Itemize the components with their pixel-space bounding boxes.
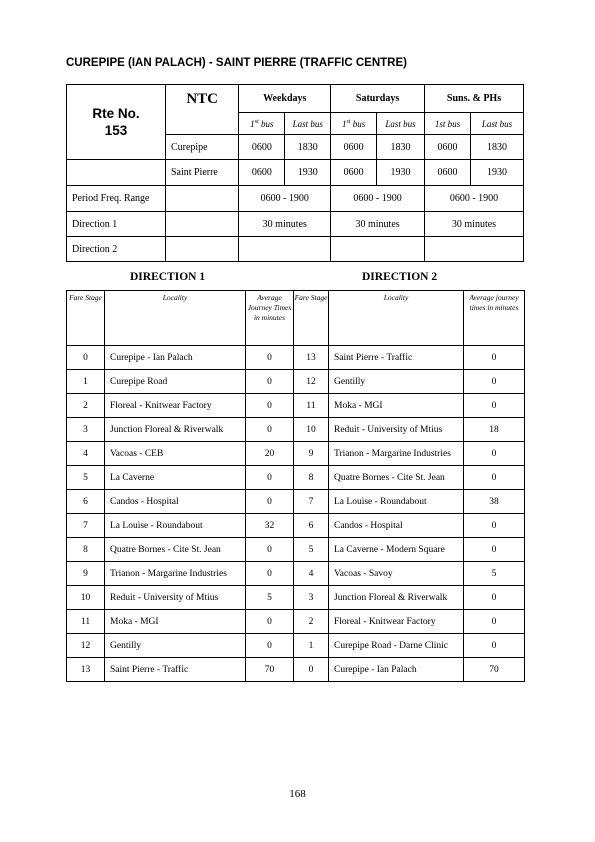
period-label: Period Freq. Range [67,186,166,212]
fare-stage-cell: 12 [294,370,329,394]
time-cell: 1930 [470,160,523,186]
time-cell: 1930 [377,160,425,186]
fare-stage-cell: 0 [67,346,105,370]
journey-time-cell: 0 [464,538,525,562]
fare-stage-cell: 5 [294,538,329,562]
table-row [67,442,525,466]
locality-cell: Quatre Bornes - Cite St. Jean [329,466,464,490]
locality-cell: Vacoas - CEB [105,442,246,466]
last-bus-header: Last bus [377,113,425,135]
route-summary-table [66,84,524,262]
frequency-value: 30 minutes [239,212,331,237]
fare-stage-cell: 9 [67,562,105,586]
locality-cell: Junction Floreal & Riverwalk [329,586,464,610]
direction2-label: Direction 2 [67,237,166,262]
time-cell: 0600 [239,160,285,186]
locality-cell: La Louise - Roundabout [105,514,246,538]
col-average-time: Average Journey Times in minutes [246,291,294,346]
empty-cell [165,237,238,262]
table-row [67,514,525,538]
direction1-heading: DIRECTION 1 [130,271,206,283]
fare-stage-cell: 3 [67,418,105,442]
fare-stage-cell: 11 [294,394,329,418]
locality-cell: Junction Floreal & Riverwalk [105,418,246,442]
frequency-value: 30 minutes [331,212,425,237]
locality-cell: Curepipe - Ian Palach [329,658,464,682]
locality-cell: Curepipe Road [105,370,246,394]
journey-time-cell: 0 [464,442,525,466]
journey-time-cell: 20 [246,442,294,466]
journey-time-cell: 0 [464,634,525,658]
time-cell: 1830 [377,135,425,160]
journey-time-cell: 0 [246,370,294,394]
journey-time-cell: 0 [246,634,294,658]
fare-stage-cell: 10 [67,586,105,610]
route-label: Rte No. [92,106,140,121]
table-row [67,538,525,562]
table-row [67,346,525,370]
frequency-value: 30 minutes [425,212,524,237]
locality-cell: Curepipe Road - Darne Clinic [329,634,464,658]
journey-time-cell: 0 [464,610,525,634]
journey-time-cell: 0 [246,490,294,514]
table-row [67,634,525,658]
locality-cell: Candos - Hospital [105,490,246,514]
fare-stage-cell: 8 [67,538,105,562]
locality-cell: Saint Pierre - Traffic [329,346,464,370]
locality-cell: La Louise - Roundabout [329,490,464,514]
fare-stage-cell: 2 [67,394,105,418]
empty-cell [165,186,238,212]
last-bus-header: Last bus [470,113,523,135]
locality-cell: Gentilly [105,634,246,658]
fare-stage-cell: 0 [294,658,329,682]
journey-time-cell: 38 [464,490,525,514]
first-bus-header: 1st bus [239,113,285,135]
col-fare-stage: Fare Stage [67,291,105,346]
empty-cell [425,237,524,262]
locality-cell: Candos - Hospital [329,514,464,538]
locality-cell: Curepipe - Ian Palach [105,346,246,370]
group-sundays: Suns. & PHs [425,85,524,113]
page-number: 168 [289,788,306,800]
table-row [67,490,525,514]
fare-stage-cell: 8 [294,466,329,490]
empty-cell [165,212,238,237]
locality-cell: Quatre Bornes - Cite St. Jean [105,538,246,562]
fare-stage-cell: 9 [294,442,329,466]
time-cell: 1930 [285,160,331,186]
locality-cell: Trianon - Margarine Industries [105,562,246,586]
time-cell: 0600 [425,135,471,160]
table-row [67,466,525,490]
empty-cell [239,237,331,262]
locality-cell: Gentilly [329,370,464,394]
journey-time-cell: 0 [464,514,525,538]
table-row [67,394,525,418]
direction2-heading: DIRECTION 2 [362,271,438,283]
journey-time-cell: 0 [246,418,294,442]
table-row [67,370,525,394]
route-number: 153 [104,123,128,138]
table-row [67,418,525,442]
journey-time-cell: 0 [464,586,525,610]
first-bus-header: 1st bus [331,113,377,135]
locality-cell: Moka - MGI [105,610,246,634]
operator-label: NTC [165,85,238,135]
fare-stage-table [66,290,525,682]
fare-stage-cell: 7 [67,514,105,538]
table-row [67,586,525,610]
table-row [67,562,525,586]
journey-time-cell: 18 [464,418,525,442]
group-weekdays: Weekdays [239,85,331,113]
direction1-label: Direction 1 [67,212,166,237]
journey-time-cell: 32 [246,514,294,538]
journey-time-cell: 5 [464,562,525,586]
terminus-name: Saint Pierre [165,160,238,186]
journey-time-cell: 0 [464,346,525,370]
fare-stage-cell: 6 [67,490,105,514]
table-row [67,610,525,634]
locality-cell: Saint Pierre - Traffic [105,658,246,682]
locality-cell: La Caverne [105,466,246,490]
fare-stage-cell: 2 [294,610,329,634]
locality-cell: Vacoas - Savoy [329,562,464,586]
first-bus-header: 1st bus [425,113,471,135]
time-cell: 0600 [425,160,471,186]
time-cell: 0600 [331,135,377,160]
journey-time-cell: 70 [464,658,525,682]
period-value: 0600 - 1900 [331,186,425,212]
locality-cell: Trianon - Margarine Industries [329,442,464,466]
locality-cell: Floreal - Knitwear Factory [105,394,246,418]
fare-stage-cell: 12 [67,634,105,658]
journey-time-cell: 0 [246,466,294,490]
empty-cell [331,237,425,262]
last-bus-header: Last bus [285,113,331,135]
fare-stage-cell: 13 [294,346,329,370]
group-saturdays: Saturdays [331,85,425,113]
locality-cell: Reduit - University of Mtius [105,586,246,610]
fare-stage-cell: 4 [67,442,105,466]
fare-stage-cell: 3 [294,586,329,610]
fare-stage-cell: 7 [294,490,329,514]
fare-stage-cell: 11 [67,610,105,634]
time-cell: 0600 [239,135,285,160]
fare-stage-cell: 5 [67,466,105,490]
fare-stage-cell: 10 [294,418,329,442]
journey-time-cell: 70 [246,658,294,682]
locality-cell: Reduit - University of Mtius [329,418,464,442]
col-locality: Locality [329,291,464,346]
route-number-cell [67,85,166,160]
locality-cell: Moka - MGI [329,394,464,418]
journey-time-cell: 0 [246,562,294,586]
empty-cell [67,160,166,186]
journey-time-cell: 0 [464,466,525,490]
terminus-name: Curepipe [165,135,238,160]
period-value: 0600 - 1900 [425,186,524,212]
journey-time-cell: 0 [464,370,525,394]
fare-stage-cell: 6 [294,514,329,538]
time-cell: 1830 [470,135,523,160]
locality-cell: La Caverne - Modern Square [329,538,464,562]
fare-stage-cell: 1 [294,634,329,658]
col-average-time: Average journey times in minutes [464,291,525,346]
journey-time-cell: 0 [246,538,294,562]
journey-time-cell: 5 [246,586,294,610]
col-locality: Locality [105,291,246,346]
locality-cell: Floreal - Knitwear Factory [329,610,464,634]
journey-time-cell: 0 [246,346,294,370]
period-value: 0600 - 1900 [239,186,331,212]
table-row [67,658,525,682]
time-cell: 1830 [285,135,331,160]
time-cell: 0600 [331,160,377,186]
fare-stage-cell: 4 [294,562,329,586]
journey-time-cell: 0 [246,610,294,634]
fare-stage-cell: 1 [67,370,105,394]
page-title: CUREPIPE (IAN PALACH) - SAINT PIERRE (TRAFFIC CENTRE) [66,57,407,69]
fare-stage-cell: 13 [67,658,105,682]
col-fare-stage: Fare Stage [294,291,329,346]
journey-time-cell: 0 [464,394,525,418]
journey-time-cell: 0 [246,394,294,418]
